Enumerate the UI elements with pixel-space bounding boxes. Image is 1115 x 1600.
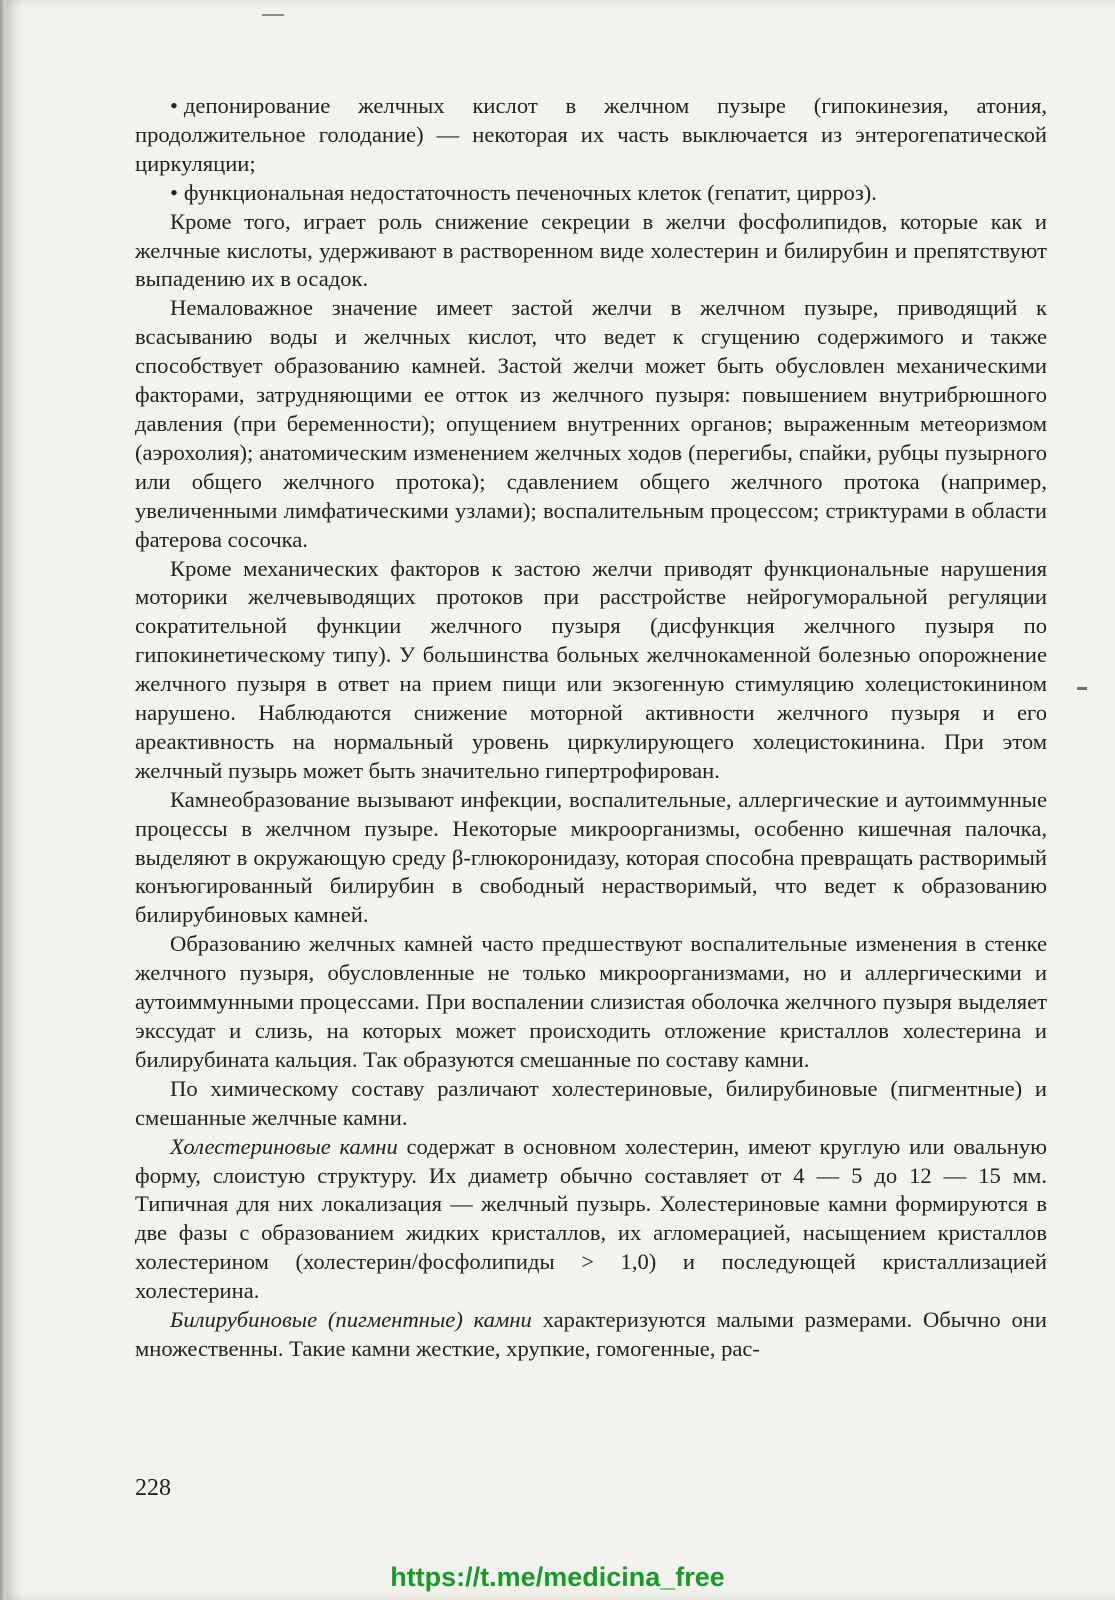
- bullet-icon: •: [170, 179, 178, 205]
- bullet-text: функциональная недостаточность печеночных клеток (гепатит, цирроз).: [183, 179, 877, 205]
- term-italic: Билирубиновые (пигментные) камни: [170, 1307, 532, 1333]
- paragraph: Кроме механических факторов к застою желчи приводят функциональные нарушения моторики желчевыводящих протоков при расстройстве нейрогуморальной регуляции сократительной функции желчного пузыря (дисфункция желчного пузыря по гипокинетическому типу). У большинства больных желчнокаменной болезнью опорожнение желчного пузыря в ответ на прием пищи или экзогенную стимуляцию холецистокинином нарушено. Наблюдаются снижение моторной активности желчного пузыря и его ареактивность на нормальный уровень циркулирующего холецистокинина. При этом желчный пузырь может быть значительно гипертрофирован.: [135, 555, 1047, 783]
- bullet-paragraph: [135, 179, 1047, 208]
- bullet-icon: •: [170, 93, 178, 118]
- bullet-text: депонирование желчных кислот в желчном пузыре (гипокинезия, атония, продолжительное голодание) — некоторая их часть выключается из энтерогепатической циркуляции;: [135, 93, 1047, 176]
- paragraph: Образованию желчных камней часто предшествуют воспалительные изменения в стенке желчного пузыря, обусловленные не только микроорганизмами, но и аллергическими и аутоиммунными процессами. При воспалении слизистая оболочка желчного пузыря выделяет экссудат и слизь, на которых может происходить отложение кристаллов холестерина и билирубината кальция. Так образуются смешанные по составу камни.: [135, 931, 1047, 1072]
- page-number: 228: [135, 1475, 171, 1501]
- paragraph-text: характеризуются малыми размерами. Обычно они множественны. Такие камни жесткие, хрупкие, гомогенные, рас-: [135, 1307, 1047, 1361]
- body-text: [135, 92, 1047, 1364]
- paragraph-text: содержат в основном холестерин, имеют круглую или овальную форму, слоистую структуру. Их диаметр обычно составляет от 4 — 5 до 12 — 15 мм. Типичная для них локализация — желчный пузырь. Холестериновые камни формируются в две фазы с образованием жидких кристаллов, их агломерацией, насыщением кристаллов холестерином (холестерин/фосфолипиды > 1,0) и последующей кристаллизацией холестерина.: [135, 1133, 1048, 1304]
- paragraph: [135, 1133, 1047, 1306]
- paragraph: [135, 1306, 1047, 1364]
- footer-link[interactable]: https://t.me/medicina_free: [390, 1562, 725, 1592]
- bullet-paragraph: [135, 92, 1047, 179]
- paragraph: По химическому составу различают холестериновые, билирубиновые (пигментные) и смешанные желчные камни.: [135, 1075, 1047, 1130]
- term-italic: Холестериновые камни: [170, 1133, 398, 1159]
- scan-mark: [262, 14, 284, 16]
- scan-mark: [1077, 687, 1087, 690]
- paragraph: Немаловажное значение имеет застой желчи в желчном пузыре, приводящий к всасыванию воды и желчных кислот, что ведет к сгущению содержимого и также способствует образованию камней. Застой желчи может быть обусловлен механическими факторами, затрудняющими ее отток из желчного пузыря: повышением внутрибрюшного давления (при беременности); опущением внутренних органов; выраженным метеоризмом (аэрохолия); анатомическим изменением желчных ходов (перегибы, спайки, рубцы пузырного или общего желчного протока); сдавлением общего желчного протока (например, увеличенными лимфатическими узлами); воспалительным процессом; стриктурами в области фатерова сосочка.: [135, 295, 1047, 552]
- paragraph: Кроме того, играет роль снижение секреции в желчи фосфолипидов, которые как и желчные кислоты, удерживают в растворенном виде холестерин и билирубин и препятствуют выпадению их в осадок.: [135, 208, 1047, 292]
- paragraph: Камнеобразование вызывают инфекции, воспалительные, аллергические и аутоиммунные процессы в желчном пузыре. Некоторые микроорганизмы, особенно кишечная палочка, выделяют в окружающую среду β-глюкоронидазу, которая способна превращать растворимый конъюгированный билирубин в свободный нерастворимый, что ведет к образованию билирубиновых камней.: [135, 786, 1047, 928]
